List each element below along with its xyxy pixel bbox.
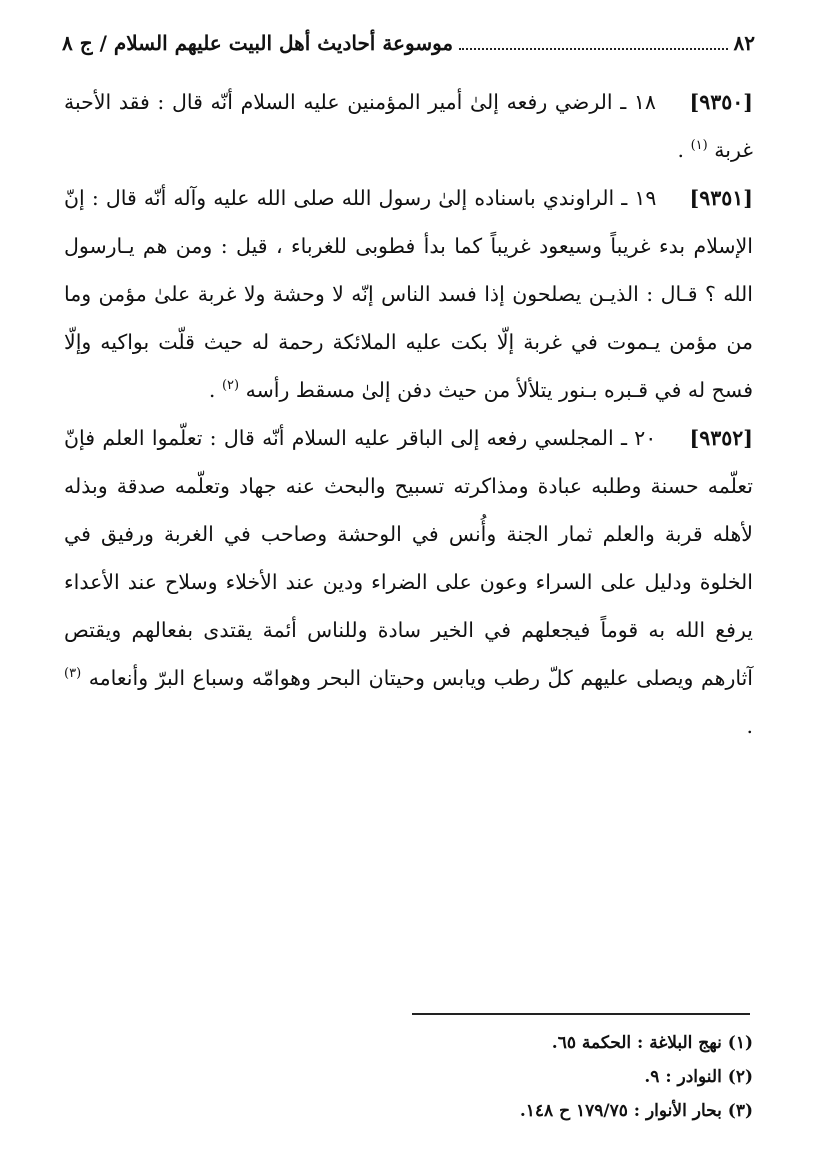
footnote-reference[interactable]: (٢) — [221, 378, 240, 394]
hadith-entry — [64, 414, 753, 750]
footnote-reference[interactable]: (٣) — [64, 666, 82, 682]
footnote-separator — [412, 1013, 750, 1015]
hadith-entry — [64, 78, 753, 174]
footnote: (٣) بحار الأنوار : ١٧٩/٧٥ ح ١٤٨. — [519, 1101, 753, 1121]
main-text — [64, 78, 753, 750]
running-title: موسوعة أحاديث أهل البيت عليهم السلام / ج ٨ — [62, 31, 454, 55]
header-leader-dots — [459, 48, 727, 50]
hadith-text: ١٩ ـ الراوندي باسناده إلىٰ رسول الله صلى الله عليه وآله أنّه قال : إنّ الإسلام بدء غريباً وسيعود غريباً كما بدأ فطوبى للغرباء ، قيل : ومن هم يـارسول الله ؟ قـال : الذيـن يصلحون إذا فسد الناس إنّه لا وحشة ولا غربة علىٰ مؤمن وما من مؤمن يـموت في غربة إلّا بكت عليه الملائكة رحمة له حيث قلّت بواكيه وإلّا فسح له في قـبره بـنور يتلألأ من حيث دفن إلىٰ مسقط رأسه — [64, 186, 753, 402]
hadith-text: ١٨ ـ الرضي رفعه إلىٰ أمير المؤمنين عليه السلام أنّه قال : فقد الأحبة غربة — [64, 90, 753, 162]
hadith-entry — [64, 174, 753, 414]
hadith-number: [٩٣٥١] — [689, 186, 753, 210]
footnote: (٢) النوادر : ٩. — [644, 1067, 753, 1087]
footnotes — [300, 1026, 753, 1128]
footnote-reference[interactable]: (١) — [690, 138, 708, 154]
footnote: (١) نهج البلاغة : الحكمة ٦٥. — [551, 1033, 753, 1053]
hadith-tail: . — [746, 714, 753, 738]
page-number: ٨٢ — [733, 31, 755, 55]
hadith-tail: . — [677, 138, 685, 162]
hadith-text: ٢٠ ـ المجلسي رفعه إلى الباقر عليه السلام أنّه قال : تعلّموا العلم فإنّ تعلّمه حسنة وطلبه عبادة ومذاكرته تسبيح والبحث عنه جهاد وتعلّمه صدقة وبذله لأهله قربة والعلم ثمار الجنة وأُنس في الوحشة وصاحب في الغربة ورفيق في الخلوة ودليل على السراء وعون على الضراء ودين عند الأخلاء وسلاح عند الأعداء يرفع الله به قوماً فيجعلهم في الخير سادة وللناس أئمة يقتدى بفعالهم ويقتص آثارهم ويصلى عليهم كلّ رطب ويابس وحيتان البحر وهوامّه وسباع البرّ وأنعامه — [64, 426, 753, 690]
hadith-tail: . — [208, 378, 216, 402]
hadith-number: [٩٣٥٢] — [689, 426, 753, 450]
hadith-number: [٩٣٥٠] — [689, 90, 753, 114]
page-header — [62, 26, 755, 60]
